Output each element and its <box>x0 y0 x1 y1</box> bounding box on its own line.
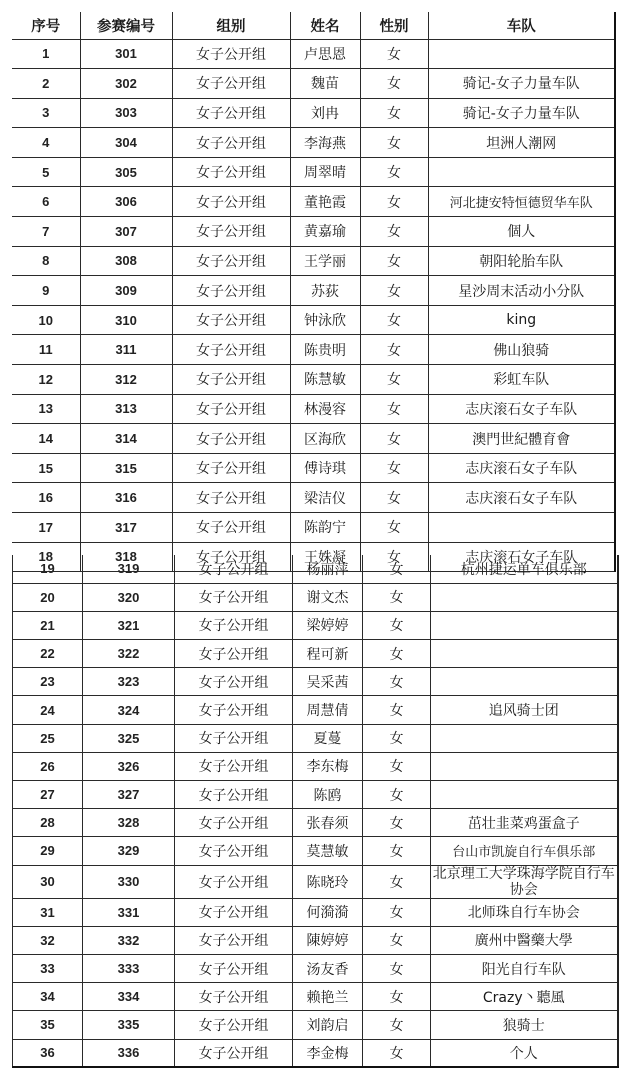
table-row <box>13 696 618 724</box>
cell-group: 女子公开组 <box>175 1039 293 1067</box>
cell-gender: 女 <box>360 424 428 454</box>
cell-seq: 27 <box>13 781 83 809</box>
cell-name: 傅诗琪 <box>290 453 360 483</box>
cell-name: 刘冉 <box>290 98 360 128</box>
cell-bib: 314 <box>80 424 172 454</box>
cell-bib: 305 <box>80 157 172 187</box>
cell-gender: 女 <box>360 69 428 99</box>
cell-bib: 329 <box>83 837 175 865</box>
cell-group: 女子公开组 <box>172 542 290 572</box>
cell-seq: 25 <box>13 724 83 752</box>
cell-team: 澳門世紀體育會 <box>428 424 615 454</box>
cell-team: 志庆滚石女子车队 <box>428 483 615 513</box>
cell-group: 女子公开组 <box>175 724 293 752</box>
cell-team: 星沙周末活动小分队 <box>428 276 615 306</box>
cell-group: 女子公开组 <box>175 898 293 926</box>
cell-seq: 5 <box>12 157 80 187</box>
cell-bib: 304 <box>80 128 172 158</box>
cell-group: 女子公开组 <box>175 696 293 724</box>
cell-seq: 10 <box>12 305 80 335</box>
cell-group: 女子公开组 <box>175 809 293 837</box>
cell-group: 女子公开组 <box>172 276 290 306</box>
cell-bib: 301 <box>80 39 172 69</box>
cell-bib: 326 <box>83 752 175 780</box>
cell-name: 梁婷婷 <box>293 611 363 639</box>
table-row <box>12 217 615 247</box>
cell-group: 女子公开组 <box>175 865 293 898</box>
cell-team: 骑记-女子力量车队 <box>428 69 615 99</box>
cell-seq: 1 <box>12 39 80 69</box>
cell-bib: 307 <box>80 217 172 247</box>
cell-bib: 316 <box>80 483 172 513</box>
cell-name: 区海欣 <box>290 424 360 454</box>
cell-gender: 女 <box>363 865 431 898</box>
cell-group: 女子公开组 <box>175 781 293 809</box>
cell-bib: 320 <box>83 583 175 611</box>
cell-team <box>431 668 618 696</box>
cell-seq: 13 <box>12 394 80 424</box>
cell-seq: 6 <box>12 187 80 217</box>
cell-gender: 女 <box>360 98 428 128</box>
table-row <box>13 837 618 865</box>
table-row <box>12 513 615 543</box>
cell-name: 张春须 <box>293 809 363 837</box>
table-row <box>12 128 615 158</box>
table-row <box>13 1039 618 1067</box>
table-row <box>13 668 618 696</box>
table-row <box>12 424 615 454</box>
cell-team: 阳光自行车队 <box>431 954 618 982</box>
cell-gender: 女 <box>363 640 431 668</box>
cell-team: 個人 <box>428 217 615 247</box>
cell-team <box>431 724 618 752</box>
cell-name: 陈晓玲 <box>293 865 363 898</box>
cell-name: 李东梅 <box>293 752 363 780</box>
table-row <box>13 724 618 752</box>
cell-gender: 女 <box>363 1011 431 1039</box>
table-row <box>12 69 615 99</box>
table-row <box>12 365 615 395</box>
cell-team: 北京理工大学珠海学院自行车协会 <box>431 865 618 898</box>
cell-seq: 4 <box>12 128 80 158</box>
table-row <box>13 640 618 668</box>
cell-gender: 女 <box>360 276 428 306</box>
table-row <box>12 483 615 513</box>
cell-bib: 322 <box>83 640 175 668</box>
cell-name: 夏蔓 <box>293 724 363 752</box>
cell-team: 彩虹车队 <box>428 365 615 395</box>
cell-name: 李金梅 <box>293 1039 363 1067</box>
cell-bib: 318 <box>80 542 172 572</box>
cell-name: 刘韵启 <box>293 1011 363 1039</box>
cell-seq: 2 <box>12 69 80 99</box>
cell-group: 女子公开组 <box>175 954 293 982</box>
cell-name: 谢文杰 <box>293 583 363 611</box>
table-row <box>12 98 615 128</box>
cell-team: Crazy丶聽風 <box>431 983 618 1011</box>
cell-team <box>428 157 615 187</box>
cell-gender: 女 <box>360 39 428 69</box>
cell-team: 河北捷安特恒德贸华车队 <box>428 187 615 217</box>
cell-group: 女子公开组 <box>172 39 290 69</box>
cell-team <box>431 583 618 611</box>
cell-team: 骑记-女子力量车队 <box>428 98 615 128</box>
header-team: 车队 <box>428 12 615 39</box>
cell-group: 女子公开组 <box>172 187 290 217</box>
cell-team: 佛山狼骑 <box>428 335 615 365</box>
cell-team <box>431 752 618 780</box>
table-row <box>13 781 618 809</box>
cell-team: 个人 <box>431 1039 618 1067</box>
cell-group: 女子公开组 <box>172 424 290 454</box>
table-row <box>12 276 615 306</box>
header-gender: 性别 <box>360 12 428 39</box>
cell-group: 女子公开组 <box>175 752 293 780</box>
cell-seq: 33 <box>13 954 83 982</box>
cell-name: 吴采茜 <box>293 668 363 696</box>
cell-gender: 女 <box>363 752 431 780</box>
table-row <box>13 809 618 837</box>
cell-group: 女子公开组 <box>175 1011 293 1039</box>
cell-team <box>431 781 618 809</box>
cell-name: 梁洁仪 <box>290 483 360 513</box>
cell-bib: 327 <box>83 781 175 809</box>
cell-team: 茁壮韭菜鸡蛋盒子 <box>431 809 618 837</box>
cell-name: 李海燕 <box>290 128 360 158</box>
cell-bib: 319 <box>83 555 175 583</box>
cell-gender: 女 <box>363 926 431 954</box>
cell-seq: 20 <box>13 583 83 611</box>
cell-seq: 24 <box>13 696 83 724</box>
table-row <box>12 335 615 365</box>
cell-bib: 311 <box>80 335 172 365</box>
cell-bib: 312 <box>80 365 172 395</box>
cell-bib: 331 <box>83 898 175 926</box>
cell-name: 卢思恩 <box>290 39 360 69</box>
cell-name: 汤友香 <box>293 954 363 982</box>
cell-bib: 302 <box>80 69 172 99</box>
cell-seq: 12 <box>12 365 80 395</box>
cell-team: king <box>428 305 615 335</box>
cell-seq: 15 <box>12 453 80 483</box>
table-row <box>12 187 615 217</box>
cell-team: 志庆滚石女子车队 <box>428 542 615 572</box>
cell-bib: 333 <box>83 954 175 982</box>
table-row <box>13 583 618 611</box>
cell-bib: 310 <box>80 305 172 335</box>
cell-gender: 女 <box>363 983 431 1011</box>
table-row <box>13 983 618 1011</box>
cell-bib: 321 <box>83 611 175 639</box>
cell-team: 廣州中醫藥大學 <box>431 926 618 954</box>
cell-name: 陈韵宁 <box>290 513 360 543</box>
cell-group: 女子公开组 <box>175 926 293 954</box>
cell-gender: 女 <box>363 837 431 865</box>
cell-seq: 3 <box>12 98 80 128</box>
cell-gender: 女 <box>360 187 428 217</box>
cell-group: 女子公开组 <box>172 513 290 543</box>
cell-group: 女子公开组 <box>175 583 293 611</box>
cell-bib: 303 <box>80 98 172 128</box>
cell-seq: 32 <box>13 926 83 954</box>
cell-group: 女子公开组 <box>172 69 290 99</box>
cell-team: 志庆滚石女子车队 <box>428 453 615 483</box>
cell-group: 女子公开组 <box>175 555 293 583</box>
cell-group: 女子公开组 <box>172 305 290 335</box>
cell-seq: 14 <box>12 424 80 454</box>
cell-name: 林漫容 <box>290 394 360 424</box>
cell-seq: 30 <box>13 865 83 898</box>
cell-team: 坦洲人潮网 <box>428 128 615 158</box>
cell-group: 女子公开组 <box>172 98 290 128</box>
cell-team <box>431 640 618 668</box>
cell-name: 陳婷婷 <box>293 926 363 954</box>
header-seq: 序号 <box>12 12 80 39</box>
cell-seq: 17 <box>12 513 80 543</box>
cell-bib: 306 <box>80 187 172 217</box>
table-row <box>12 39 615 69</box>
cell-team <box>428 39 615 69</box>
cell-name: 陈鸥 <box>293 781 363 809</box>
cell-gender: 女 <box>363 898 431 926</box>
cell-gender: 女 <box>363 781 431 809</box>
table-row <box>13 752 618 780</box>
cell-name: 钟泳欣 <box>290 305 360 335</box>
cell-seq: 35 <box>13 1011 83 1039</box>
cell-gender: 女 <box>363 724 431 752</box>
cell-team: 朝阳轮胎车队 <box>428 246 615 276</box>
cell-bib: 335 <box>83 1011 175 1039</box>
cell-group: 女子公开组 <box>175 668 293 696</box>
cell-name: 杨丽萍 <box>293 555 363 583</box>
cell-gender: 女 <box>360 513 428 543</box>
cell-seq: 22 <box>13 640 83 668</box>
cell-team: 狼骑士 <box>431 1011 618 1039</box>
cell-gender: 女 <box>360 394 428 424</box>
cell-seq: 36 <box>13 1039 83 1067</box>
table-row <box>12 453 615 483</box>
cell-bib: 309 <box>80 276 172 306</box>
cell-name: 苏荻 <box>290 276 360 306</box>
table-row <box>13 555 618 583</box>
cell-bib: 332 <box>83 926 175 954</box>
cell-bib: 328 <box>83 809 175 837</box>
cell-name: 董艳霞 <box>290 187 360 217</box>
cell-seq: 26 <box>13 752 83 780</box>
cell-gender: 女 <box>363 555 431 583</box>
cell-group: 女子公开组 <box>172 157 290 187</box>
cell-gender: 女 <box>360 365 428 395</box>
cell-team: 北师珠自行车协会 <box>431 898 618 926</box>
cell-gender: 女 <box>363 583 431 611</box>
cell-seq: 34 <box>13 983 83 1011</box>
cell-name: 王学丽 <box>290 246 360 276</box>
cell-gender: 女 <box>363 809 431 837</box>
cell-gender: 女 <box>363 954 431 982</box>
cell-seq: 16 <box>12 483 80 513</box>
table-row <box>13 926 618 954</box>
cell-gender: 女 <box>360 335 428 365</box>
cell-team: 追风骑士团 <box>431 696 618 724</box>
cell-team: 志庆滚石女子车队 <box>428 394 615 424</box>
cell-bib: 313 <box>80 394 172 424</box>
cell-team <box>431 611 618 639</box>
cell-seq: 11 <box>12 335 80 365</box>
table-row <box>12 305 615 335</box>
cell-gender: 女 <box>360 157 428 187</box>
table-row <box>12 246 615 276</box>
table-row <box>12 394 615 424</box>
cell-name: 何漪漪 <box>293 898 363 926</box>
cell-name: 程可新 <box>293 640 363 668</box>
cell-bib: 325 <box>83 724 175 752</box>
cell-bib: 334 <box>83 983 175 1011</box>
cell-bib: 336 <box>83 1039 175 1067</box>
cell-group: 女子公开组 <box>172 394 290 424</box>
cell-gender: 女 <box>363 611 431 639</box>
table-row <box>13 611 618 639</box>
cell-group: 女子公开组 <box>175 640 293 668</box>
cell-seq: 28 <box>13 809 83 837</box>
cell-team <box>428 513 615 543</box>
cell-bib: 317 <box>80 513 172 543</box>
cell-seq: 8 <box>12 246 80 276</box>
cell-team: 台山市凯旋自行车俱乐部 <box>431 837 618 865</box>
cell-gender: 女 <box>360 453 428 483</box>
roster-table-part-2 <box>12 555 619 1068</box>
cell-bib: 323 <box>83 668 175 696</box>
cell-gender: 女 <box>360 542 428 572</box>
cell-group: 女子公开组 <box>172 217 290 247</box>
cell-group: 女子公开组 <box>172 335 290 365</box>
table-row <box>13 954 618 982</box>
table-row <box>12 157 615 187</box>
cell-group: 女子公开组 <box>175 983 293 1011</box>
roster-table-part-1 <box>12 12 616 572</box>
cell-name: 赖艳兰 <box>293 983 363 1011</box>
cell-seq: 23 <box>13 668 83 696</box>
cell-gender: 女 <box>360 217 428 247</box>
header-name: 姓名 <box>290 12 360 39</box>
cell-group: 女子公开组 <box>172 453 290 483</box>
cell-team: 杭州捷运单车俱乐部 <box>431 555 618 583</box>
cell-group: 女子公开组 <box>175 837 293 865</box>
cell-seq: 31 <box>13 898 83 926</box>
cell-name: 王姝凝 <box>290 542 360 572</box>
cell-group: 女子公开组 <box>172 365 290 395</box>
cell-name: 周慧倩 <box>293 696 363 724</box>
table-row <box>13 1011 618 1039</box>
cell-gender: 女 <box>363 696 431 724</box>
cell-seq: 29 <box>13 837 83 865</box>
cell-name: 莫慧敏 <box>293 837 363 865</box>
cell-group: 女子公开组 <box>175 611 293 639</box>
cell-gender: 女 <box>360 483 428 513</box>
header-bib: 参赛编号 <box>80 12 172 39</box>
cell-group: 女子公开组 <box>172 128 290 158</box>
cell-bib: 324 <box>83 696 175 724</box>
cell-seq: 19 <box>13 555 83 583</box>
table-header-row <box>12 12 615 39</box>
cell-group: 女子公开组 <box>172 246 290 276</box>
cell-seq: 7 <box>12 217 80 247</box>
cell-bib: 330 <box>83 865 175 898</box>
cell-name: 陈贵明 <box>290 335 360 365</box>
cell-name: 陈慧敏 <box>290 365 360 395</box>
cell-group: 女子公开组 <box>172 483 290 513</box>
cell-name: 黄嘉瑜 <box>290 217 360 247</box>
cell-seq: 18 <box>12 542 80 572</box>
cell-gender: 女 <box>363 1039 431 1067</box>
table-row <box>13 898 618 926</box>
cell-bib: 308 <box>80 246 172 276</box>
header-group: 组别 <box>172 12 290 39</box>
cell-gender: 女 <box>360 305 428 335</box>
cell-seq: 21 <box>13 611 83 639</box>
cell-name: 魏苗 <box>290 69 360 99</box>
cell-gender: 女 <box>360 128 428 158</box>
cell-gender: 女 <box>363 668 431 696</box>
cell-gender: 女 <box>360 246 428 276</box>
cell-bib: 315 <box>80 453 172 483</box>
cell-seq: 9 <box>12 276 80 306</box>
table-row <box>13 865 618 898</box>
cell-name: 周翠晴 <box>290 157 360 187</box>
